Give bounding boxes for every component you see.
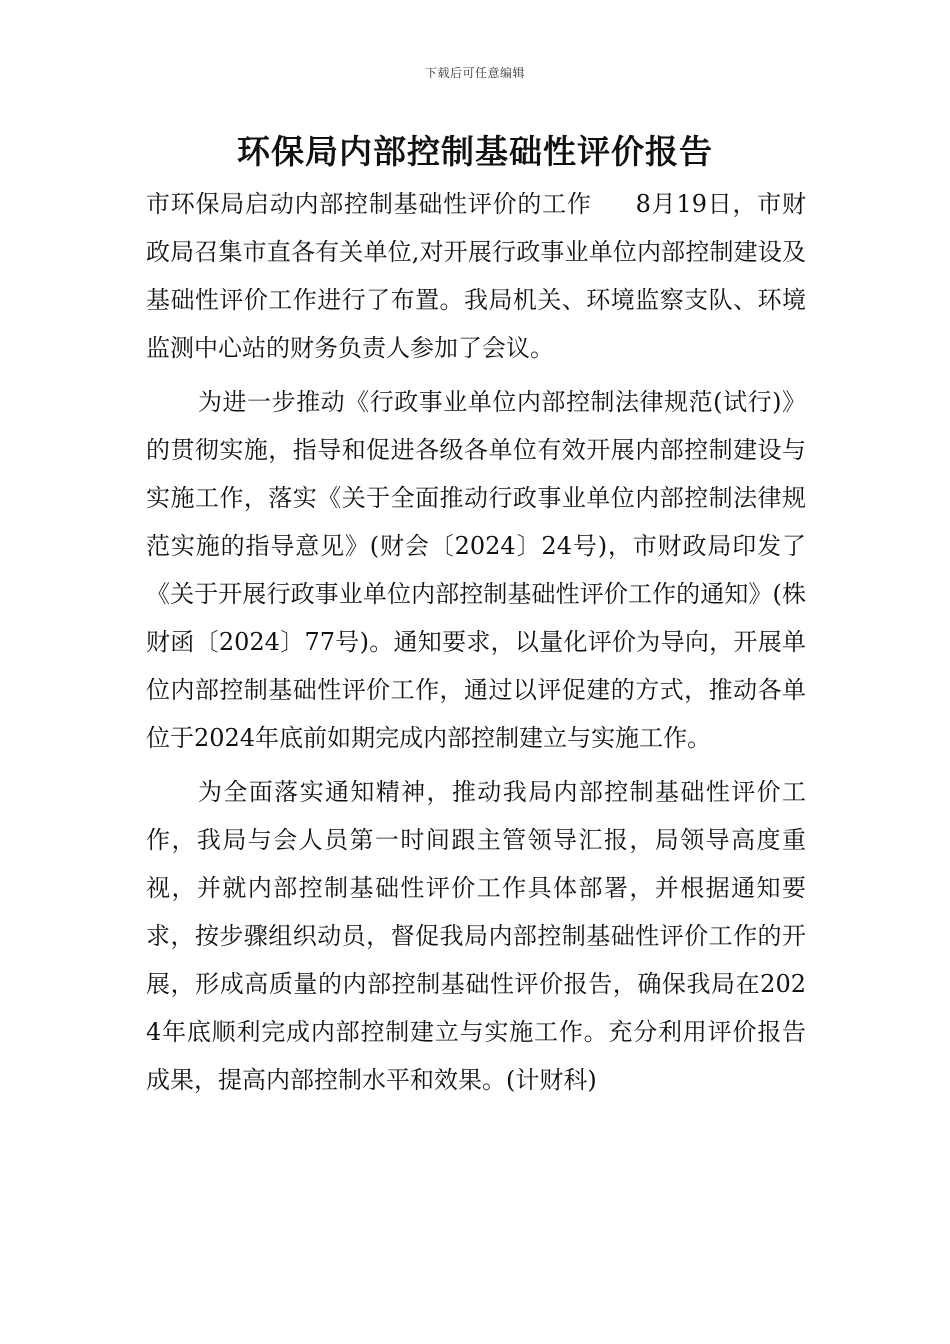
header-note: 下载后可任意编辑 xyxy=(424,66,525,80)
paragraph-implementation: 为全面落实通知精神，推动我局内部控制基础性评价工作，我局与会人员第一时间跟主管领导汇报，局领导高度重视，并就内部控制基础性评价工作具体部署，并根据通知要求，按步骤组织动员，督促我局内部控制基础性评价工作的开展，形成高质量的内部控制基础性评价报告，确保我局在2024年底顺利完成内部控制建立与实施工作。充分利用评价报告成果，提高内部控制水平和效果。(计财科) xyxy=(146,778,806,1094)
paragraph-background: 为进一步推动《行政事业单位内部控制法律规范(试行)》的贯彻实施，指导和促进各级各单位有效开展内部控制建设与实施工作，落实《关于全面推动行政事业单位内部控制法律规范实施的指导意见》(财会〔2024〕24号)，市财政局印发了《关于开展行政事业单位内部控制基础性评价工作的通知》(株财函〔2024〕77号)。通知要求，以量化评价为导向，开展单位内部控制基础性评价工作，通过以评促建的方式，推动各单位于2024年底前如期完成内部控制建立与实施工作。 xyxy=(146,388,806,752)
intro-lead: 市环保局启动内部控制基础性评价的工作 xyxy=(146,190,592,218)
intro-rest: 8月19日，市财政局召集市直各有关单位,对开展行政事业单位内部控制建设及基础性评价工作进行了布置。我局机关、环境监察支队、环境监测中心站的财务负责人参加了会议。 xyxy=(146,190,806,362)
document-title: 环保局内部控制基础性评价报告 xyxy=(237,132,713,171)
paragraph-intro xyxy=(146,180,806,372)
document-body xyxy=(146,180,806,1104)
